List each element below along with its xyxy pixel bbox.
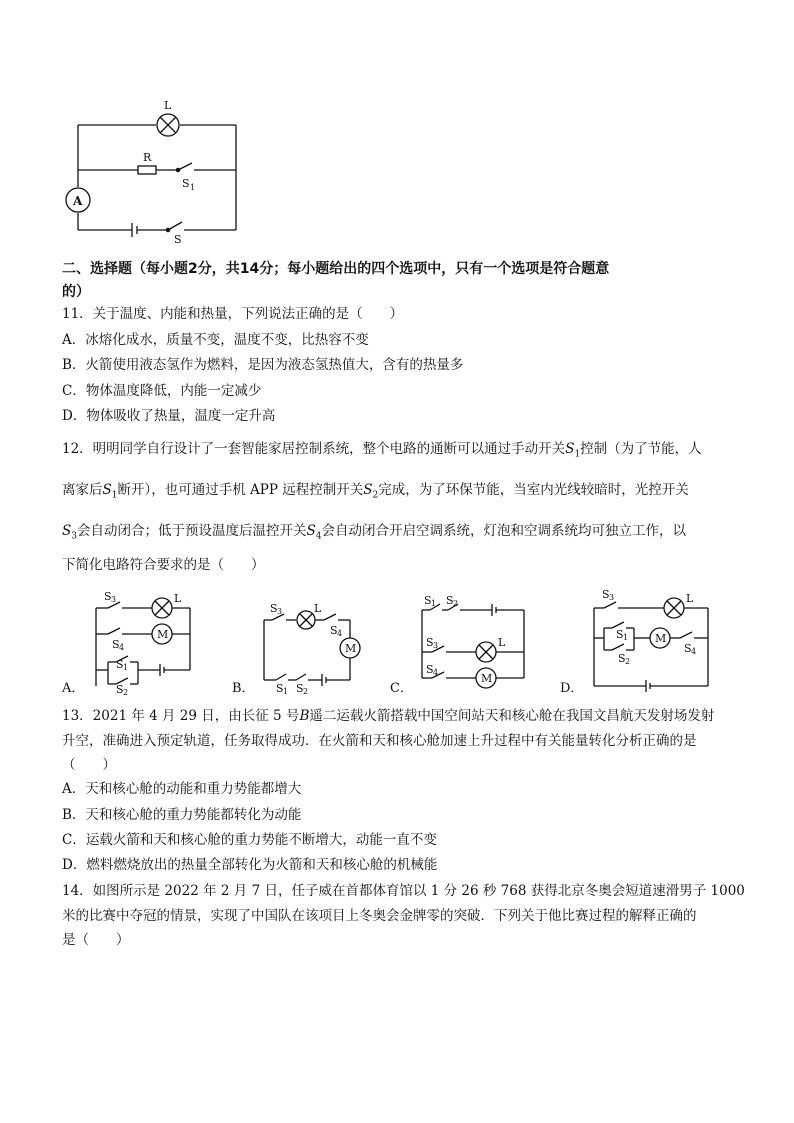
svg-text:C．: C．	[390, 681, 413, 696]
q12-circuit-b	[230, 600, 370, 697]
svg-text:B．: B．	[232, 681, 255, 696]
svg-text:S: S	[276, 682, 284, 695]
svg-text:4: 4	[691, 647, 697, 656]
svg-text:S: S	[446, 594, 454, 607]
svg-text:A．: A．	[62, 681, 85, 696]
section-heading: 二、选择题（每小题2分，共14分；每小题给出的四个选项中，只有一个选项是符合题意	[62, 261, 610, 277]
q12-line3: $S_3$会自动闭合；低于预设温度后温控开关$S_4$会自动闭合开启空调系统，灯泡和空调系统均可独立工作，以	[62, 523, 686, 542]
q13-line3: （ ）	[62, 757, 116, 773]
svg-text:2: 2	[123, 688, 129, 697]
q12-circuit-d	[558, 586, 718, 697]
q13-option-b: B．天和核心舱的重力势能都转化为动能	[62, 807, 302, 823]
q14-line3: 是（ ）	[62, 932, 130, 948]
q11-option-c: C．物体温度降低，内能一定减少	[62, 383, 262, 399]
svg-text:3: 3	[277, 607, 283, 616]
top-circuit-diagram	[60, 95, 250, 245]
svg-text:L: L	[174, 592, 182, 605]
q13-option-a: A．天和核心舱的动能和重力势能都增大	[62, 781, 302, 797]
lamp-label: L	[164, 99, 172, 112]
q12-line2: 离家后$S_1$断开），也可通过手机 APP 远程控制开关$S_2$完成，为了环保节能，当室内光线较暗时，光控开关	[62, 482, 689, 501]
q11-option-d: D．物体吸收了热量，温度一定升高	[62, 408, 276, 424]
svg-text:1: 1	[431, 599, 437, 608]
svg-text:1: 1	[190, 183, 196, 192]
svg-text:S: S	[116, 683, 124, 696]
main-switch-label: S	[174, 233, 182, 246]
svg-text:S: S	[426, 636, 434, 649]
svg-text:M: M	[655, 632, 667, 645]
q12-circuit-c	[388, 594, 538, 697]
q14-line2: 米的比赛中夺冠的情景，实现了中国队在该项目上冬奥会金牌零的突破．下列关于他比赛过程的解释正确的	[62, 908, 697, 924]
q11-stem: 11．关于温度、内能和热量，下列说法正确的是（ ）	[62, 306, 404, 322]
svg-text:M: M	[345, 642, 357, 655]
svg-text:3: 3	[433, 641, 439, 650]
svg-text:S: S	[424, 594, 432, 607]
svg-text:S: S	[296, 682, 304, 695]
q12-circuit-a	[60, 592, 200, 697]
q12-line1: 12．明明同学自行设计了一套智能家居控制系统，整个电路的通断可以通过手动开关$S_1$控制（为了节能，人	[62, 441, 702, 460]
svg-text:S: S	[616, 628, 624, 641]
svg-text:1: 1	[623, 633, 629, 642]
svg-text:D．: D．	[560, 681, 584, 696]
svg-text:3: 3	[609, 593, 615, 602]
q12-line4: 下简化电路符合要求的是（ ）	[62, 557, 265, 573]
svg-text:S: S	[270, 602, 278, 615]
q13-line2: 升空，准确进入预定轨道，任务取得成功．在火箭和天和核心舱加速上升过程中有关能量转化分析正确的是	[62, 733, 697, 749]
resistor-symbol	[138, 166, 156, 174]
svg-text:4: 4	[337, 629, 343, 638]
svg-text:S: S	[602, 588, 610, 601]
svg-text:2: 2	[303, 687, 309, 696]
svg-text:S: S	[104, 590, 112, 603]
svg-text:S: S	[116, 658, 124, 671]
q11-option-b: B．火箭使用液态氢作为燃料，是因为液态氢热值大，含有的热量多	[62, 357, 464, 373]
q11-option-a: A．冰熔化成水，质量不变，温度不变，比热容不变	[62, 332, 369, 348]
q14-line1: 14．如图所示是 2022 年 2 月 7 日，任子威在首都体育馆以 1 分 26 秒 768 获得北京冬奥会短道速滑男子 1000	[62, 883, 745, 899]
switch1-label: S	[182, 177, 190, 190]
q13-option-c: C．运载火箭和天和核心舱的重力势能不断增大，动能一直不变	[62, 832, 437, 848]
svg-text:M: M	[157, 628, 169, 641]
svg-text:L: L	[686, 592, 694, 605]
resistor-label: R	[143, 151, 152, 164]
svg-text:4: 4	[433, 668, 439, 677]
svg-text:S: S	[330, 624, 338, 637]
svg-text:S: S	[684, 642, 692, 655]
svg-text:2: 2	[625, 657, 631, 666]
svg-text:1: 1	[283, 687, 289, 696]
svg-text:L: L	[498, 636, 506, 649]
svg-text:2: 2	[453, 599, 459, 608]
svg-text:3: 3	[111, 595, 117, 604]
svg-text:S: S	[618, 652, 626, 665]
svg-text:M: M	[481, 672, 493, 685]
svg-text:S: S	[112, 638, 120, 651]
svg-text:S: S	[426, 663, 434, 676]
q13-line1: 13．2021 年 4 月 29 日，由长征 5 号B遥二运载火箭搭载中国空间站天和核心舱在我国文昌航天发射场发射	[62, 708, 715, 724]
ammeter-label: A	[73, 194, 83, 208]
q13-option-d: D．燃料燃烧放出的热量全部转化为火箭和天和核心舱的机械能	[62, 857, 438, 873]
svg-text:L: L	[314, 602, 322, 615]
svg-text:1: 1	[123, 663, 129, 672]
section-heading-cont: 的）	[62, 284, 90, 300]
svg-text:4: 4	[119, 643, 125, 652]
